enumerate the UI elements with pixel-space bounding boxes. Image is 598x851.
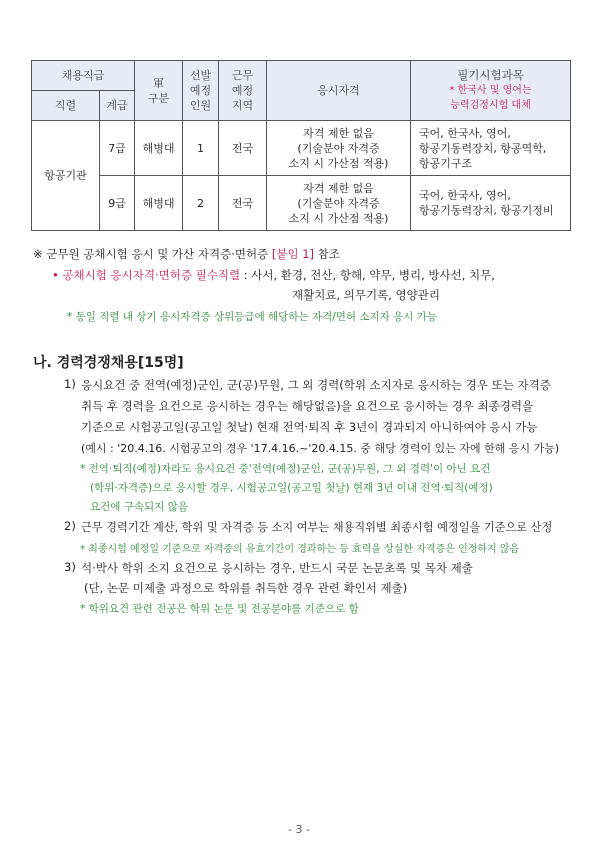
item-number: 1) bbox=[64, 377, 76, 391]
section-title: 나. 경력경쟁채용[15명] bbox=[33, 355, 184, 371]
row-grade: 7급 bbox=[100, 121, 135, 176]
table-row bbox=[32, 121, 571, 176]
row-quota: 2 bbox=[183, 176, 219, 231]
row-subjects: 국어, 한국사, 영어, 항공기동력장치, 항공기정비 bbox=[411, 176, 571, 231]
header-quota: 선발 예정 인원 bbox=[183, 61, 219, 121]
item-green-note: (학위·자격증)으로 응시할 경우, 시험공고일(공고일 첫날) 현재 3년 이내 전역·퇴직(예정) bbox=[90, 482, 493, 494]
item-green-note: * 전역·퇴직(예정)자라도 응시요건 중'전역(예정)군인, 군(공)무원, 그 외 경력'이 아닌 요건 bbox=[80, 463, 491, 475]
page-number: - 3 - bbox=[288, 823, 310, 836]
item-green-note: 요건에 구속되지 않음 bbox=[90, 501, 188, 513]
row-military: 해병대 bbox=[135, 121, 183, 176]
recruitment-table bbox=[31, 60, 571, 231]
reference-note: ※ 군무원 공채시험 응시 및 가산 자격증·면허증 [붙임 1] 참조 bbox=[33, 247, 340, 261]
item-line: 응시요건 중 전역(예정)군인, 군(공)무원, 그 외 경력(학위 소지자로 응시하는 경우 또는 자격증 bbox=[81, 378, 551, 392]
item-line: (단, 논문 미제출 과정으로 학위를 취득한 경우 관련 확인서 제출) bbox=[84, 581, 408, 595]
row-grade: 9급 bbox=[100, 176, 135, 231]
item-line: 취득 후 경력을 요건으로 응시하는 경우는 해당없음)을 요건으로 응시하는 경우 최종경력을 bbox=[81, 399, 534, 413]
item-line: (예시 : '20.4.16. 시험공고의 경우 '17.4.16.~'20.4.15. 중 해당 경력이 있는 자에 한해 응시 가능) bbox=[81, 442, 560, 455]
header-qualification: 응시자격 bbox=[267, 61, 411, 121]
item-green-note: * 학위요건 관련 전공은 학위 논문 및 전공분야를 기준으로 함 bbox=[80, 603, 359, 615]
row-qualification: 자격 제한 없음 (기술분야 자격증 소지 시 가산점 적용) bbox=[267, 176, 411, 231]
row-location: 전국 bbox=[219, 176, 267, 231]
row-quota: 1 bbox=[183, 121, 219, 176]
header-military: 軍 구분 bbox=[135, 61, 183, 121]
header-grade: 계급 bbox=[100, 91, 135, 121]
row-military: 해병대 bbox=[135, 176, 183, 231]
row-subjects: 국어, 한국사, 영어, 항공기동력장치, 항공역학, 항공기구조 bbox=[411, 121, 571, 176]
row-qualification: 자격 제한 없음 (기술분야 자격증 소지 시 가산점 적용) bbox=[267, 121, 411, 176]
position-name: 항공기관 bbox=[32, 121, 100, 231]
attachment-link: [붙임 1] bbox=[271, 247, 315, 261]
item-number: 3) bbox=[64, 560, 76, 574]
required-license-note: • 공채시험 응시자격·면허증 필수직렬 : 사서, 환경, 전산, 항해, 약무, 병리, 방사선, 치무, bbox=[52, 268, 495, 282]
green-note: * 동일 직렬 내 상기 응시자격증 상위등급에 해당하는 자격/면허 소지자 응시 가능 bbox=[67, 311, 438, 323]
header-exam-subjects: 필기시험과목 * 한국사 및 영어는 능력검정시험 대체 bbox=[411, 61, 571, 121]
table-row bbox=[32, 176, 571, 231]
header-position: 직렬 bbox=[32, 91, 100, 121]
item-line: 근무 경력기간 계산, 학위 및 자격증 등 소지 여부는 채용직위별 최종시험 예정일을 기준으로 산정 bbox=[81, 521, 553, 534]
row-location: 전국 bbox=[219, 121, 267, 176]
item-line: 석·박사 학위 소지 요건으로 응시하는 경우, 반드시 국문 논문초록 및 목차 제출 bbox=[81, 561, 473, 575]
header-recruit-level: 채용직급 bbox=[32, 61, 135, 91]
item-number: 2) bbox=[64, 519, 76, 533]
item-line: 기준으로 시험공고일(공고일 첫날) 현재 전역·퇴직 후 3년이 경과되지 아니하여야 응시 가능 bbox=[81, 420, 538, 434]
required-license-note-cont: 재활치료, 의무기록, 영양관리 bbox=[292, 288, 440, 302]
item-green-note: * 최종시험 예정일 기준으로 자격증의 유효기간이 경과하는 등 효력을 상실한 자격증은 인정하지 않음 bbox=[80, 544, 520, 555]
header-location: 근무 예정 지역 bbox=[219, 61, 267, 121]
